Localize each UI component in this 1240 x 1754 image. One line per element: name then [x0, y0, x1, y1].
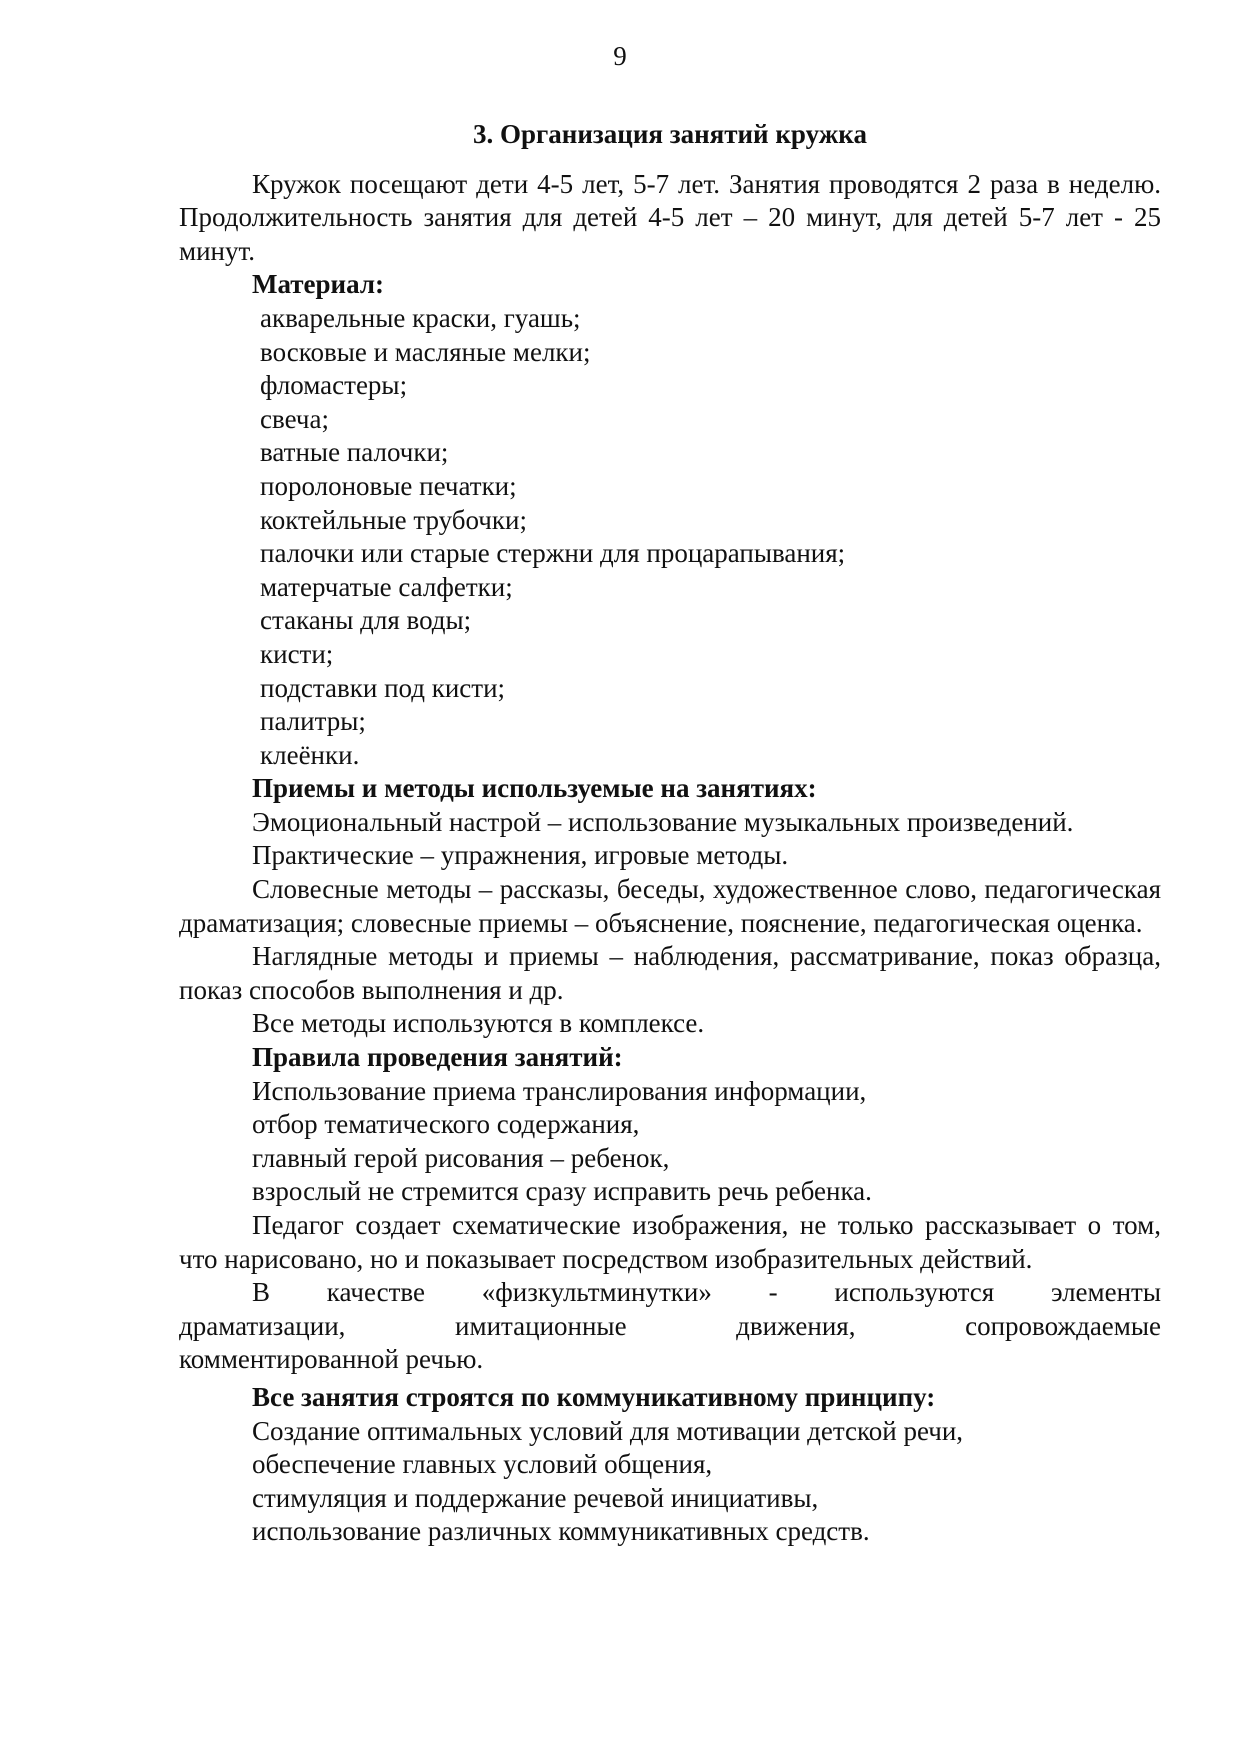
methods-paragraph: Практические – упражнения, игровые методы. — [252, 840, 789, 871]
methods-paragraph: Словесные методы – рассказы, беседы, художественное слово, педагогическая драматизация; словесные приемы – объяснение, пояснение, педагогическая оценка. — [179, 874, 1161, 938]
rules-paragraph-line: комментированной речью. — [179, 1344, 484, 1375]
section-title: 3. Организация занятий кружка — [473, 119, 867, 149]
principle-heading: Все занятия строятся по коммуникативному принципу: — [252, 1381, 936, 1412]
intro-paragraph: Кружок посещают дети 4-5 лет, 5-7 лет. Занятия проводятся 2 раза в неделю. Продолжительность занятия для детей 4-5 лет – 20 минут, для детей 5-7 лет - 25 минут. — [179, 168, 1161, 266]
methods-paragraph: Эмоциональный настрой – использование музыкальных произведений. — [252, 806, 1074, 837]
list-item: кисти; — [260, 638, 334, 669]
page-number: 9 — [613, 41, 627, 71]
principle-item: Создание оптимальных условий для мотивации детской речи, — [252, 1415, 964, 1446]
list-item: подставки под кисти; — [260, 672, 506, 703]
list-item: клеёнки. — [260, 739, 360, 770]
list-item: свеча; — [260, 403, 329, 434]
rules-item: отбор тематического содержания, — [252, 1109, 640, 1140]
methods-paragraph: Все методы используются в комплексе. — [252, 1008, 705, 1039]
rules-paragraph-line: В качестве «физкультминутки» - используются элементы — [252, 1277, 1161, 1308]
rules-paragraph-line: драматизации, имитационные движения, сопровождаемые — [179, 1310, 1161, 1341]
principle-item: обеспечение главных условий общения, — [252, 1449, 713, 1480]
list-item: поролоновые печатки; — [260, 470, 517, 501]
rules-item: взрослый не стремится сразу исправить речь ребенка. — [252, 1176, 872, 1207]
list-item: стаканы для воды; — [260, 605, 472, 636]
rules-item: главный герой рисования – ребенок, — [252, 1142, 670, 1173]
list-item: ватные палочки; — [260, 437, 449, 468]
rules-item: Использование приема транслирования информации, — [252, 1075, 867, 1106]
list-item: восковые и масляные мелки; — [260, 336, 591, 367]
methods-paragraph: Наглядные методы и приемы – наблюдения, рассматривание, показ образца, показ способов выполнения и др. — [179, 941, 1161, 1005]
material-list — [179, 302, 1161, 772]
principle-item: использование различных коммуникативных средств. — [252, 1516, 870, 1547]
list-item: палитры; — [260, 706, 366, 737]
list-item: палочки или старые стержни для процарапывания; — [260, 538, 846, 569]
principle-item: стимуляция и поддержание речевой инициативы, — [252, 1482, 819, 1513]
material-heading: Материал: — [252, 269, 384, 300]
list-item: акварельные краски, гуашь; — [260, 302, 581, 333]
list-item: коктейльные трубочки; — [260, 504, 527, 535]
rules-heading: Правила проведения занятий: — [252, 1042, 623, 1073]
methods-heading: Приемы и методы используемые на занятиях: — [252, 773, 817, 804]
page-content — [179, 118, 1161, 1549]
list-item: фломастеры; — [260, 370, 408, 401]
rules-paragraph: Педагог создает схематические изображения, не только рассказывает о том, что нарисовано, но и показывает посредством изобразительных действий. — [179, 1210, 1161, 1274]
list-item: матерчатые салфетки; — [260, 571, 513, 602]
